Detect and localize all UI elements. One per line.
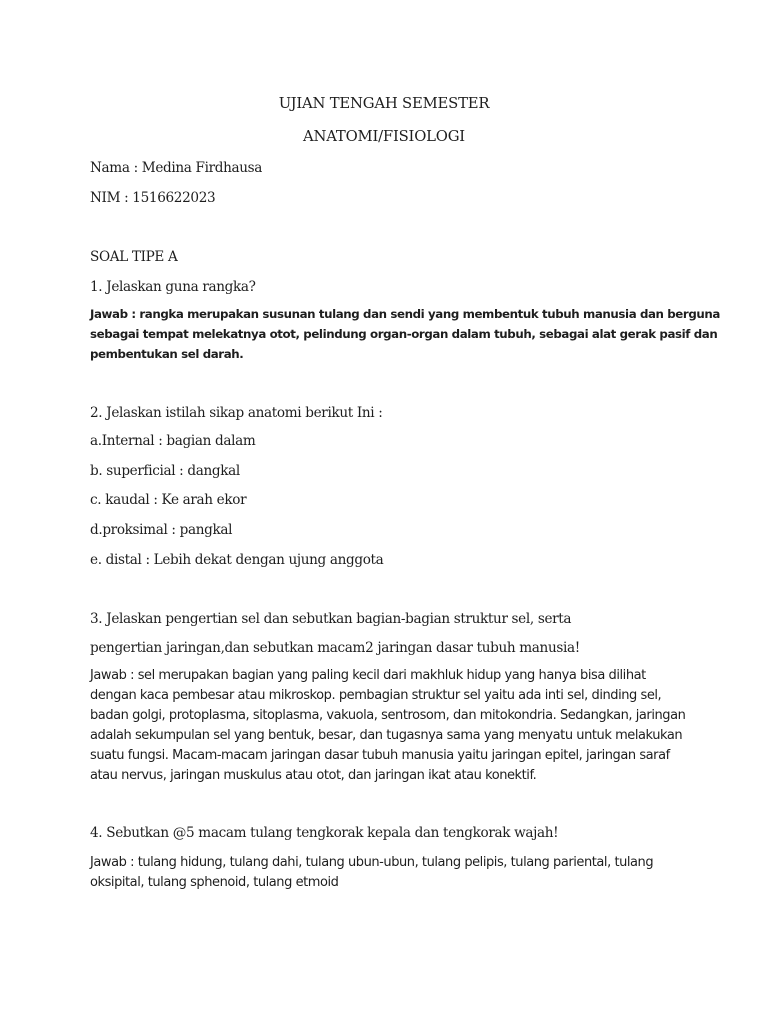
section-heading: SOAL TIPE A	[90, 249, 178, 265]
document-subtitle: ANATOMI/FISIOLOGI	[303, 128, 465, 145]
answer-4: Jawab : tulang hidung, tulang dahi, tulang ubun-ubun, tulang pelipis, tulang pariental, tulang oksipital, tulang sphenoid, tulang etmoid	[90, 855, 654, 890]
question-3-line: pengertian jaringan,dan sebutkan macam2 jaringan dasar tubuh manusia!	[90, 640, 580, 656]
question-2-item: b. superficial : dangkal	[90, 463, 240, 479]
question-3-line: 3. Jelaskan pengertian sel dan sebutkan bagian-bagian struktur sel, serta	[90, 611, 572, 627]
student-nim: NIM : 1516622023	[90, 190, 216, 206]
question-2-item: a.Internal : bagian dalam	[90, 433, 256, 449]
question-2: 2. Jelaskan istilah sikap anatomi berikut Ini :	[90, 405, 383, 421]
answer-1-line: Jawab : rangka merupakan susunan tulang dan sendi yang membentuk tubuh manusia dan berguna	[90, 307, 720, 321]
question-2-item: d.proksimal : pangkal	[90, 522, 233, 538]
student-name: Nama : Medina Firdhausa	[90, 160, 263, 176]
answer-1-line: pembentukan sel darah.	[90, 347, 244, 361]
question-4: 4. Sebutkan @5 macam tulang tengkorak kepala dan tengkorak wajah!	[90, 825, 559, 841]
question-1: 1. Jelaskan guna rangka?	[90, 279, 256, 295]
document-title: UJIAN TENGAH SEMESTER	[278, 95, 490, 112]
question-2-item: e. distal : Lebih dekat dengan ujung anggota	[90, 552, 384, 568]
answer-3: Jawab : sel merupakan bagian yang paling kecil dari makhluk hidup yang hanya bisa dilihat dengan kaca pembesar atau mikroskop. pembagian struktur sel yaitu ada inti sel, dinding sel, badan golgi, protoplasma, sitoplasma, vakuola, sentrosom, dan mitokondria. Sedangkan, jaringan adalah sekumpulan sel yang bentuk, besar, dan tugasnya sama yang menyatu untuk melakukan suatu fungsi. Macam-macam jaringan dasar tubuh manusia yaitu jaringan epitel, jaringan saraf atau nervus, jaringan muskulus atau otot, dan jaringan ikat atau konektif.	[90, 668, 686, 783]
question-2-item: c. kaudal : Ke arah ekor	[90, 492, 247, 508]
answer-1-line: sebagai tempat melekatnya otot, pelindung organ-organ dalam tubuh, sebagai alat gerak pasif dan	[90, 327, 718, 341]
